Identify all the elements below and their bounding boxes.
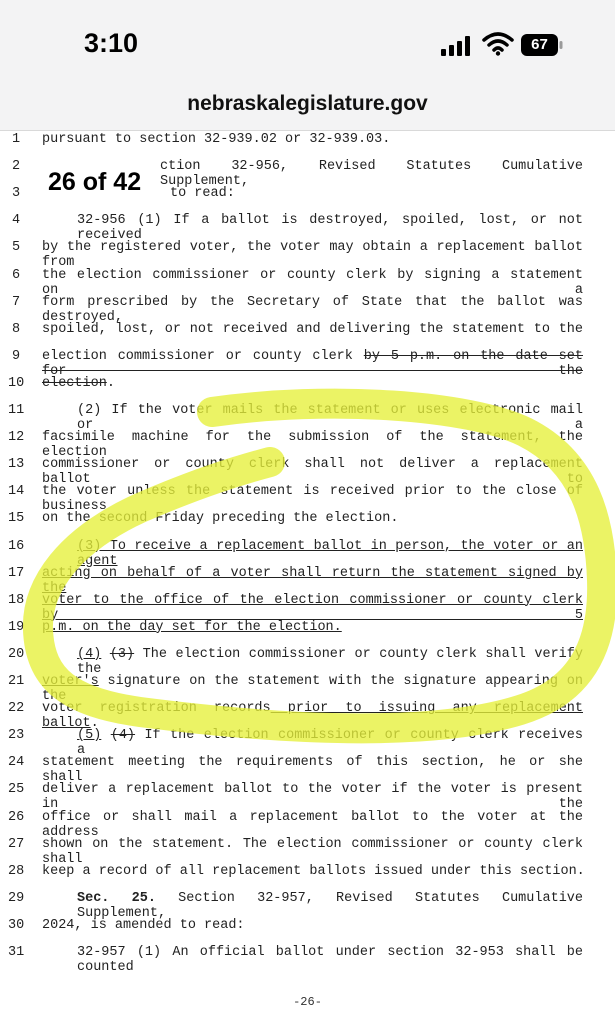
document-line — [0, 294, 615, 325]
line-number: 15 — [8, 511, 25, 527]
document-line — [0, 457, 615, 488]
wifi-icon — [482, 32, 514, 56]
document-line — [0, 890, 615, 921]
line-text — [42, 457, 583, 487]
line-number: 17 — [8, 565, 25, 581]
document-line — [0, 322, 615, 349]
line-text — [42, 484, 583, 514]
line-number: 19 — [8, 619, 25, 635]
line-text — [42, 295, 583, 325]
line-number: 9 — [11, 348, 21, 364]
document-line — [0, 240, 615, 271]
document-line — [0, 430, 615, 461]
line-number: 4 — [11, 213, 21, 229]
line-text — [77, 945, 583, 975]
url-bar[interactable]: nebraskalegislature.gov — [187, 92, 428, 115]
text-segment: voter to the office of the election commissioner or county clerk by 5 — [42, 592, 583, 623]
text-segment: shown on the statement. The election commissioner or county clerk shall — [42, 836, 583, 867]
text-segment: signature on the statement with the signature appearing on the — [42, 674, 583, 704]
line-text — [42, 837, 583, 867]
line-number: 24 — [8, 755, 25, 771]
document-line — [0, 376, 615, 403]
battery-level: 67 — [531, 36, 548, 53]
text-segment: (4) — [110, 728, 136, 744]
text-segment: 32-956 (1) If a ballot is destroyed, spoiled, lost, or not received — [77, 213, 583, 244]
line-text — [42, 864, 585, 879]
text-segment: commissioner or county clerk shall not deliver a replacement ballot to — [42, 457, 583, 488]
text-segment: acting on behalf of a voter shall return the statement signed by the — [42, 565, 583, 596]
line-number: 22 — [8, 701, 25, 717]
text-segment: (3) To receive a replacement ballot in person, the voter or an agent — [77, 538, 583, 569]
text-segment: form prescribed by the Secretary of State that the ballot was destroyed, — [42, 294, 583, 325]
line-text — [77, 213, 583, 243]
text-segment: the voter unless the statement is received prior to the close of business — [42, 484, 583, 515]
document-line — [0, 511, 615, 538]
line-number: 14 — [8, 484, 25, 500]
line-number: 29 — [8, 890, 25, 906]
battery-icon — [521, 34, 563, 56]
line-text — [170, 186, 235, 201]
line-number: 1 — [11, 132, 21, 147]
document-line — [0, 864, 615, 891]
text-segment: Sec. 25. — [77, 890, 156, 906]
document-line — [0, 674, 615, 704]
document-line — [0, 782, 615, 813]
line-text — [42, 918, 245, 933]
text-segment: prior to issuing any replacement ballot — [42, 701, 583, 732]
line-number: 8 — [11, 321, 21, 337]
text-segment: (3) — [109, 646, 135, 662]
page-footer: -26- — [293, 995, 322, 1009]
line-text — [42, 620, 342, 635]
line-text — [42, 132, 390, 147]
line-number: 16 — [8, 538, 25, 554]
line-text — [42, 430, 583, 460]
text-segment: p.m. on the day set for the election. — [42, 619, 342, 635]
line-text — [42, 810, 583, 840]
line-number: 3 — [11, 186, 21, 202]
document-line — [0, 538, 615, 569]
text-segment: election commissioner or county clerk — [42, 348, 364, 364]
text-segment: to read: — [170, 186, 235, 202]
line-number: 23 — [8, 728, 25, 744]
line-number: 7 — [11, 294, 21, 310]
line-text — [42, 376, 115, 391]
line-number: 31 — [8, 945, 25, 960]
line-number: 21 — [8, 674, 25, 689]
line-text — [42, 701, 583, 731]
text-segment: voter registration records — [42, 701, 271, 717]
line-number: 5 — [11, 240, 21, 256]
text-segment: (2) If the voter mails the statement or uses electronic mail or a — [77, 403, 583, 433]
line-text — [42, 674, 583, 704]
line-text — [42, 782, 583, 812]
line-text — [42, 566, 583, 596]
line-text — [77, 728, 583, 758]
line-text — [77, 403, 583, 433]
line-text — [42, 755, 583, 785]
cellular-signal-icon — [441, 36, 473, 56]
text-segment: voter's — [42, 674, 99, 689]
document-line — [0, 701, 615, 732]
text-segment: 32-957 (1) An official ballot under section 32-953 shall be counted — [77, 945, 583, 975]
document-line — [0, 267, 615, 298]
text-segment: If the election commissioner or county clerk receives a — [77, 728, 583, 759]
text-segment: deliver a replacement ballot to the voter if the voter is present in the — [42, 782, 583, 813]
line-number: 20 — [8, 646, 25, 662]
text-segment: office or shall mail a replacement ballot to the voter at the address — [42, 809, 583, 840]
line-number: 25 — [8, 782, 25, 798]
document-line — [0, 484, 615, 515]
document-line — [0, 945, 615, 975]
text-segment: election — [42, 375, 107, 391]
line-number: 6 — [11, 267, 21, 283]
line-text — [42, 322, 583, 337]
line-number: 30 — [8, 917, 25, 933]
document-line — [0, 918, 615, 945]
text-segment: spoiled, lost, or not received and delivering the statement to the — [42, 321, 583, 337]
line-number: 27 — [8, 836, 25, 852]
document-line — [0, 646, 615, 677]
line-number: 13 — [8, 457, 25, 473]
line-number: 26 — [8, 809, 25, 825]
line-text — [77, 891, 583, 921]
text-segment — [101, 728, 110, 743]
line-number: 12 — [8, 430, 25, 446]
line-number: 28 — [8, 863, 25, 879]
document-line — [0, 213, 615, 244]
document-line — [0, 809, 615, 840]
line-text — [77, 539, 583, 569]
text-segment: Section 32-957, Revised Statutes Cumulative Supplement, — [77, 890, 583, 921]
line-text — [42, 240, 583, 270]
line-text — [160, 159, 583, 189]
text-segment: (5) — [77, 728, 102, 744]
text-segment: pursuant to section 32-939.02 or 32-939.03. — [42, 132, 391, 147]
line-text — [42, 268, 583, 298]
text-segment — [101, 647, 110, 662]
text-segment: by the registered voter, the voter may obtain a replacement ballot from — [42, 240, 583, 271]
text-segment: ction 32-956, Revised Statutes Cumulative Supplement, — [160, 159, 583, 190]
document-line — [0, 403, 615, 433]
document-line — [0, 565, 615, 596]
page-indicator: 26 of 42 — [44, 166, 145, 197]
document-line — [0, 620, 615, 647]
document-line — [0, 755, 615, 786]
text-segment: . — [106, 375, 115, 391]
text-segment: 2024, is amended to read: — [42, 917, 245, 933]
document-line — [0, 836, 615, 867]
text-segment: the election commissioner or county clerk by signing a statement on a — [42, 267, 583, 298]
document-line — [0, 132, 615, 159]
text-segment: (4) — [77, 646, 102, 662]
text-segment: The election commissioner or county clerk shall verify the — [77, 646, 583, 677]
document-line — [0, 592, 615, 623]
line-text — [77, 647, 583, 677]
document-page — [0, 131, 615, 1023]
clock: 3:10 — [84, 28, 139, 58]
line-text — [42, 511, 398, 526]
line-number: 10 — [8, 375, 25, 391]
line-text — [42, 349, 583, 379]
document-line — [0, 348, 615, 379]
document-line — [0, 728, 615, 759]
text-segment: statement meeting the requirements of this section, he or she shall — [42, 755, 583, 786]
line-number: 2 — [11, 159, 21, 175]
text-segment: . — [90, 716, 99, 732]
text-segment: on the second Friday preceding the election. — [42, 511, 399, 527]
line-text — [42, 593, 583, 623]
status-bar — [0, 0, 615, 131]
line-number: 11 — [8, 403, 25, 418]
text-segment: keep a record of all replacement ballots issued under this section. — [42, 863, 585, 879]
text-segment: by 5 p.m. on the date set for the — [42, 348, 583, 379]
text-segment: facsimile machine for the submission of the statement, the election — [42, 430, 583, 461]
line-number: 18 — [8, 592, 25, 608]
